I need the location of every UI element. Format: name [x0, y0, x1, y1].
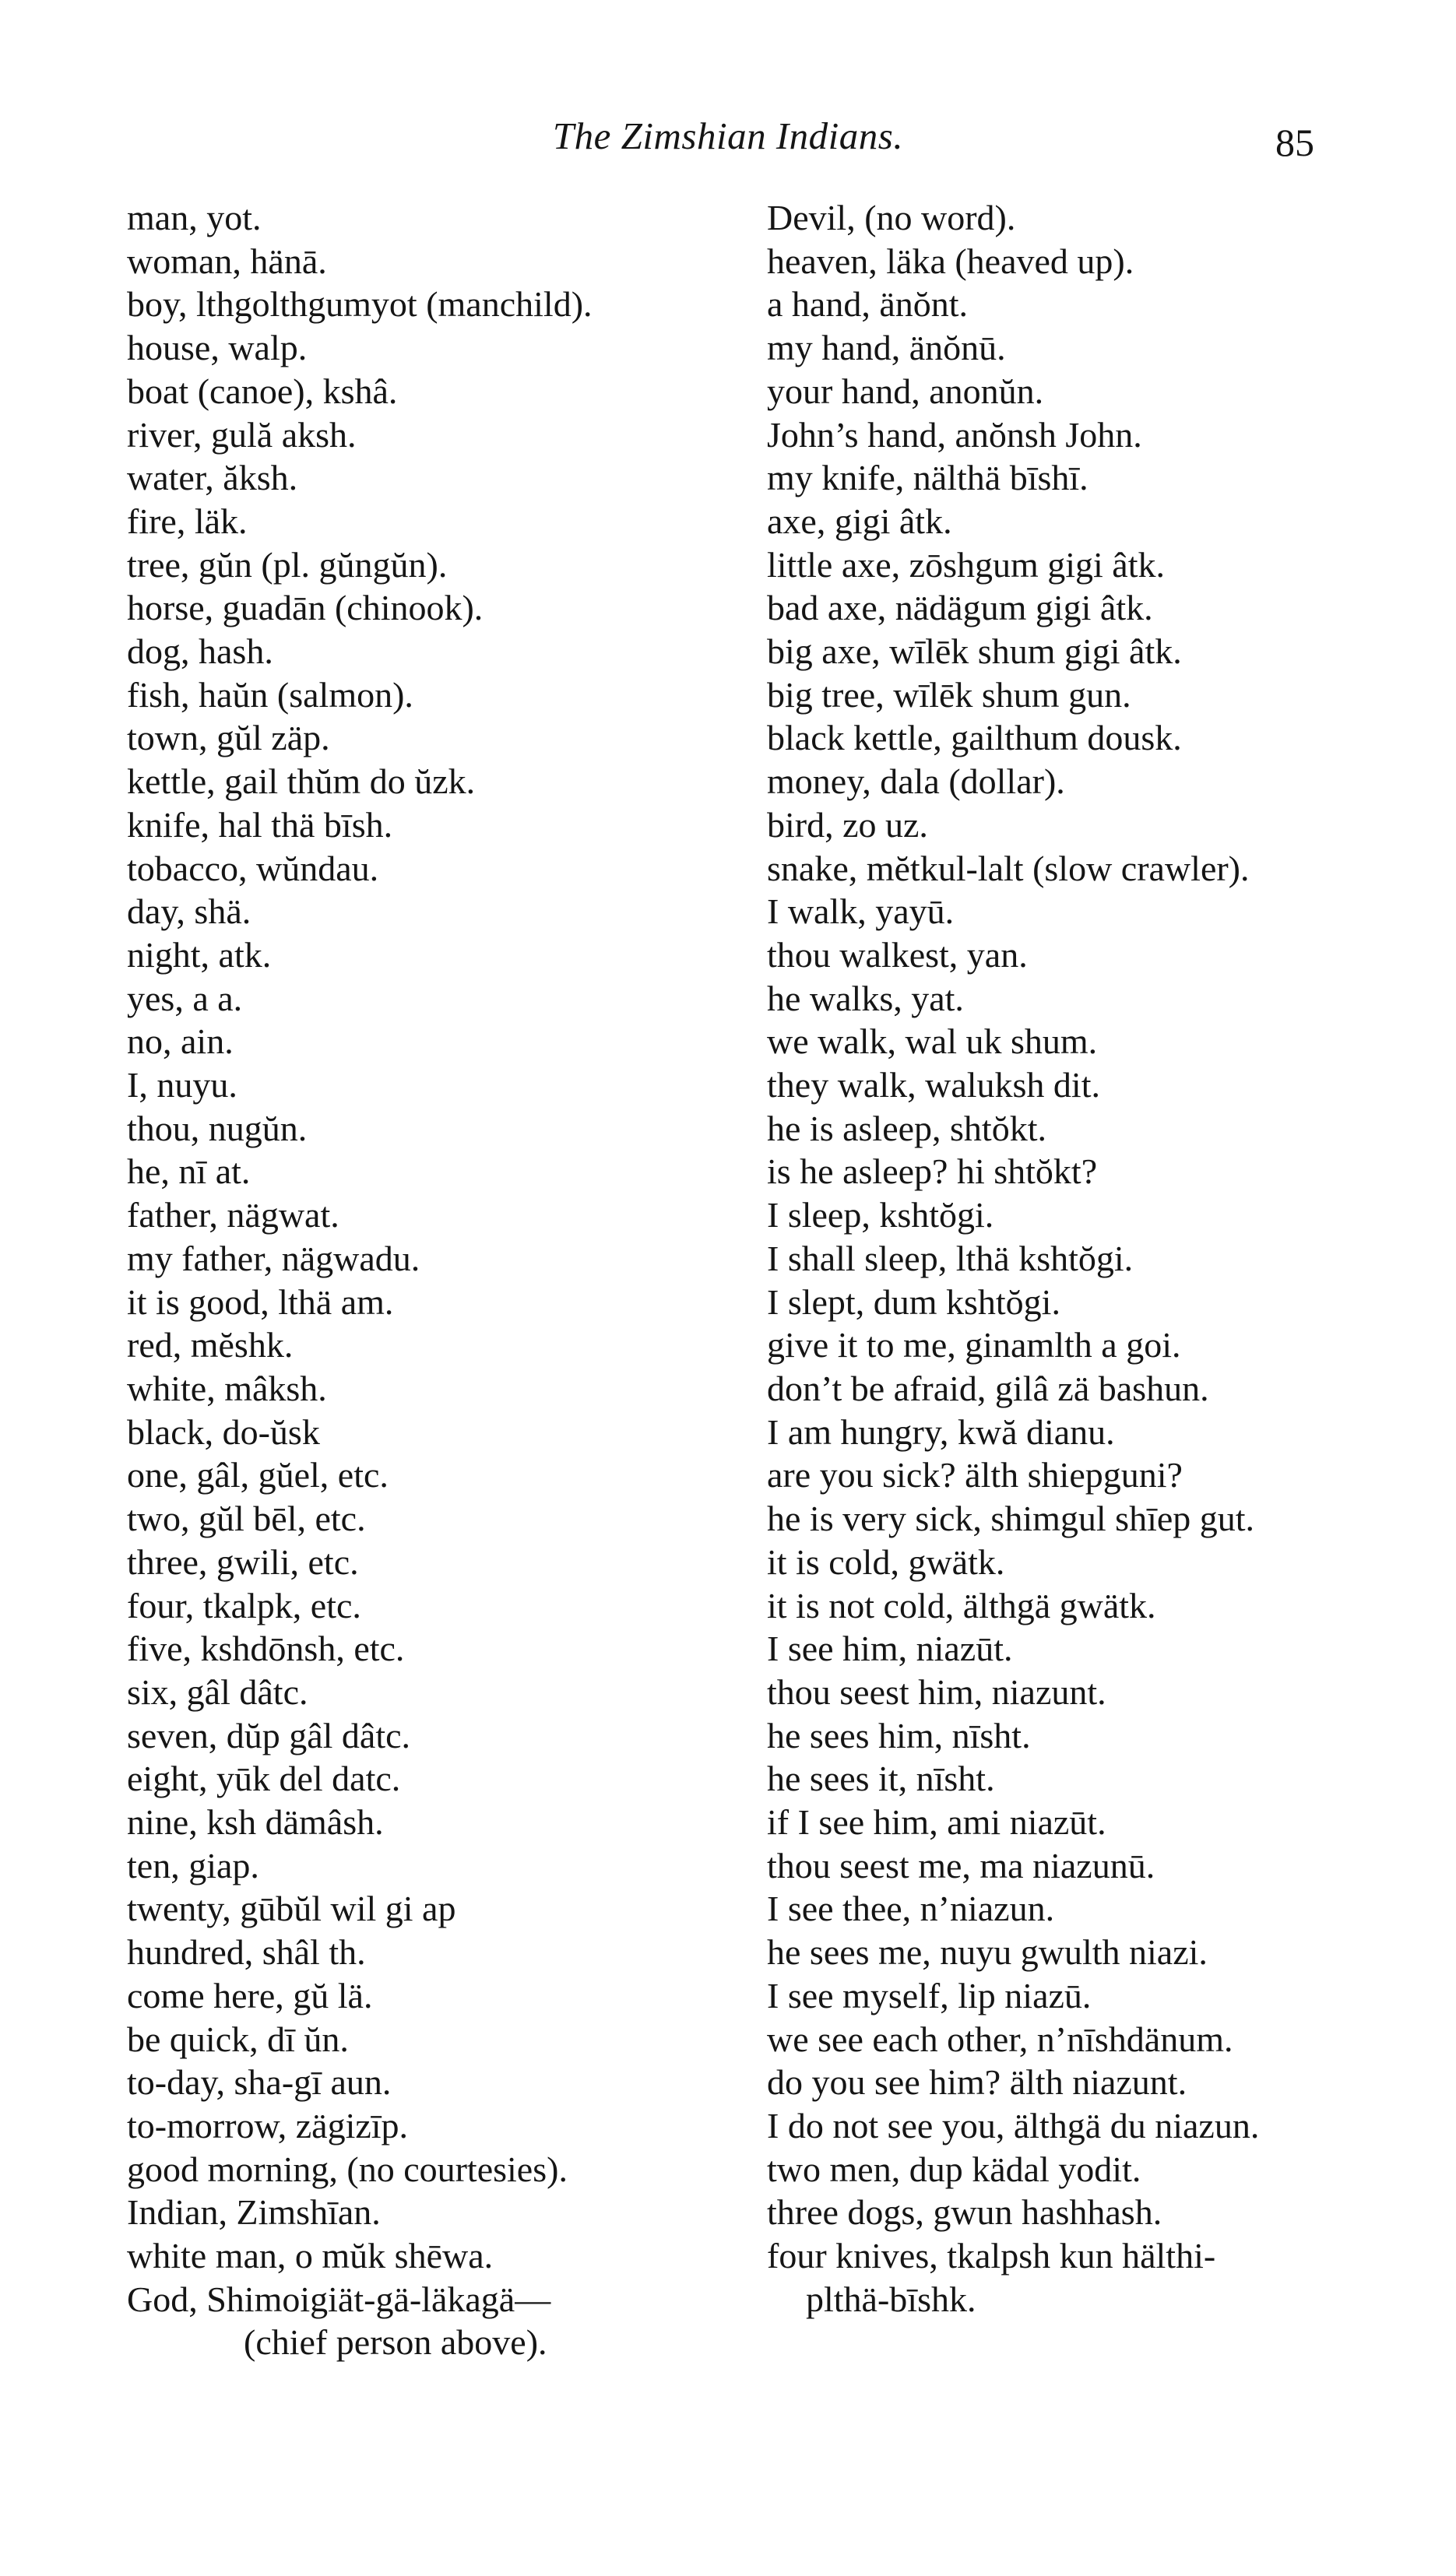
vocabulary-entry: twenty, gūbŭl wil gi ap — [127, 1889, 456, 1929]
vocabulary-entry: hundred, shâl th. — [127, 1932, 366, 1973]
vocabulary-entry: night, atk. — [127, 934, 272, 975]
vocabulary-entry: I see him, niazūt. — [767, 1629, 1013, 1669]
vocabulary-entry: your hand, anonŭn. — [767, 371, 1044, 411]
vocabulary-entry: I see myself, lip niazū. — [767, 1975, 1092, 2015]
vocabulary-entry: we walk, wal uk shum. — [767, 1021, 1098, 1062]
vocabulary-entry: to-morrow, zägizīp. — [127, 2105, 409, 2145]
vocabulary-entry: yes, a a. — [127, 978, 243, 1018]
vocabulary-entry: thou walkest, yan. — [767, 934, 1028, 975]
vocabulary-entry: boy, lthgolthgumyot (manchild). — [127, 284, 593, 325]
vocabulary-entry: thou seest him, niazunt. — [767, 1671, 1106, 1712]
vocabulary-entry: give it to me, ginamlth a goi. — [767, 1325, 1181, 1365]
vocabulary-entry: do you see him? älth niazunt. — [767, 2062, 1187, 2103]
vocabulary-entry: tobacco, wŭndau. — [127, 848, 379, 888]
vocabulary-entry: he, nī at. — [127, 1151, 251, 1192]
vocabulary-entry: I shall sleep, lthä kshtŏgi. — [767, 1238, 1134, 1278]
vocabulary-entry: black kettle, gailthum dousk. — [767, 718, 1182, 758]
vocabulary-entry: father, nägwat. — [127, 1195, 339, 1235]
vocabulary-entry: one, gâl, gŭel, etc. — [127, 1455, 389, 1495]
vocabulary-entry: don’t be afraid, gilâ zä bashun. — [767, 1368, 1209, 1408]
vocabulary-entry: axe, gigi âtk. — [767, 501, 952, 541]
vocabulary-entry: no, ain. — [127, 1021, 234, 1062]
vocabulary-entry: good morning, (no courtesies). — [127, 2149, 568, 2189]
vocabulary-entry: two, gŭl bēl, etc. — [127, 1499, 366, 1539]
vocabulary-entry: I, nuyu. — [127, 1065, 237, 1105]
vocabulary-entry: snake, mĕtkul-lalt (slow crawler). — [767, 848, 1250, 888]
vocabulary-entry: tree, gŭn (pl. gŭngŭn). — [127, 544, 448, 585]
vocabulary-entry: four, tkalpk, etc. — [127, 1585, 361, 1625]
vocabulary-entry: come here, gŭ lä. — [127, 1975, 373, 2015]
vocabulary-entry: fire, läk. — [127, 501, 248, 541]
vocabulary-entry: I sleep, kshtŏgi. — [767, 1195, 994, 1235]
vocabulary-entry: horse, guadān (chinook). — [127, 588, 484, 628]
vocabulary-entry: Devil, (no word). — [767, 198, 1016, 237]
vocabulary-entry: nine, ksh dämâsh. — [127, 1802, 384, 1843]
vocabulary-entry: he sees me, nuyu gwulth niazi. — [767, 1932, 1208, 1973]
right-column — [767, 196, 1359, 2321]
vocabulary-entry: are you sick? älth shiepguni? — [767, 1455, 1183, 1495]
vocabulary-entry: dog, hash. — [127, 631, 273, 672]
vocabulary-entry: a hand, änŏnt. — [767, 284, 969, 325]
page-number: 85 — [1275, 121, 1314, 164]
vocabulary-entry: I do not see you, älthgä du niazun. — [767, 2105, 1260, 2145]
vocabulary-entry: boat (canoe), kshâ. — [127, 371, 398, 411]
vocabulary-entry: money, dala (dollar). — [767, 761, 1065, 802]
vocabulary-entry: kettle, gail thŭm do ŭzk. — [127, 761, 476, 802]
vocabulary-entry: is he asleep? hi shtŏkt? — [767, 1151, 1098, 1192]
vocabulary-entry: water, ăksh. — [127, 458, 298, 498]
vocabulary-entry: heaven, läka (heaved up). — [767, 241, 1134, 281]
page-header — [0, 114, 1456, 176]
vocabulary-entry: it is good, lthä am. — [127, 1281, 394, 1322]
vocabulary-entry: red, mĕshk. — [127, 1325, 294, 1365]
vocabulary-entry: plthä-bīshk. — [806, 2279, 976, 2319]
vocabulary-entry: day, shä. — [127, 891, 251, 932]
vocabulary-entry: three dogs, gwun hashhash. — [767, 2192, 1162, 2233]
vocabulary-entry: two men, dup kädal yodit. — [767, 2149, 1141, 2189]
vocabulary-entry: black, do-ŭsk — [127, 1411, 320, 1452]
vocabulary-entry: they walk, waluksh dit. — [767, 1065, 1100, 1105]
vocabulary-entry: little axe, zōshgum gigi âtk. — [767, 544, 1166, 585]
vocabulary-entry: it is cold, gwätk. — [767, 1541, 1005, 1582]
vocabulary-entry: I walk, yayū. — [767, 891, 955, 932]
vocabulary-entry: he sees it, nīsht. — [767, 1759, 995, 1799]
vocabulary-entry: thou seest me, ma niazunū. — [767, 1845, 1155, 1885]
vocabulary-entry: I see thee, n’niazun. — [767, 1889, 1055, 1929]
vocabulary-entry: my hand, änŏnū. — [767, 328, 1006, 368]
vocabulary-entry: John’s hand, anŏnsh John. — [767, 414, 1142, 455]
vocabulary-entry: (chief person above). — [244, 2322, 547, 2363]
running-title: The Zimshian Indians. — [552, 114, 904, 157]
vocabulary-entry: town, gŭl zäp. — [127, 718, 330, 758]
vocabulary-entry: we see each other, n’nīshdänum. — [767, 2019, 1233, 2059]
vocabulary-entry: I am hungry, kwă dianu. — [767, 1411, 1115, 1452]
vocabulary-entry: eight, yūk del datc. — [127, 1759, 401, 1799]
vocabulary-entry: river, gulă aksh. — [127, 414, 357, 455]
vocabulary-entry: ten, giap. — [127, 1845, 259, 1885]
vocabulary-entry: bird, zo uz. — [767, 804, 928, 845]
vocabulary-entry: he walks, yat. — [767, 978, 964, 1018]
vocabulary-entry: I slept, dum kshtŏgi. — [767, 1281, 1060, 1322]
vocabulary-entry: fish, haŭn (salmon). — [127, 674, 413, 715]
vocabulary-entry: Indian, Zimshīan. — [127, 2192, 381, 2233]
vocabulary-entry: white man, o mŭk shēwa. — [127, 2236, 494, 2276]
vocabulary-entry: thou, nugŭn. — [127, 1108, 308, 1148]
vocabulary-entry: he sees him, nīsht. — [767, 1715, 1031, 1755]
vocabulary-entry: big tree, wīlēk shum gun. — [767, 674, 1131, 715]
vocabulary-entry: my father, nägwadu. — [127, 1238, 420, 1278]
vocabulary-entry: big axe, wīlēk shum gigi âtk. — [767, 631, 1182, 672]
vocabulary-entry: five, kshdōnsh, etc. — [127, 1629, 405, 1669]
vocabulary-entry: it is not cold, älthgä gwätk. — [767, 1585, 1156, 1625]
vocabulary-entry: white, mâksh. — [127, 1368, 327, 1408]
vocabulary-entry: he is very sick, shimgul shīep gut. — [767, 1499, 1255, 1539]
vocabulary-entry: man, yot. — [127, 198, 262, 237]
left-column — [127, 196, 734, 2364]
vocabulary-entry: be quick, dī ŭn. — [127, 2019, 349, 2059]
vocabulary-entry: six, gâl dâtc. — [127, 1671, 308, 1712]
vocabulary-entry: he is asleep, shtŏkt. — [767, 1108, 1046, 1148]
vocabulary-entry: four knives, tkalpsh kun hälthi- — [767, 2236, 1216, 2276]
vocabulary-entry: bad axe, nädägum gigi âtk. — [767, 588, 1153, 628]
vocabulary-entry: knife, hal thä bīsh. — [127, 804, 393, 845]
vocabulary-entry: to-day, sha-gī aun. — [127, 2062, 392, 2103]
vocabulary-entry: house, walp. — [127, 328, 308, 368]
vocabulary-entry: three, gwili, etc. — [127, 1541, 359, 1582]
vocabulary-entry: if I see him, ami niazūt. — [767, 1802, 1106, 1843]
vocabulary-entry: seven, dŭp gâl dâtc. — [127, 1715, 411, 1755]
vocabulary-entry: my knife, nälthä bīshī. — [767, 458, 1088, 498]
vocabulary-entry: God, Shimoigiät-gä-läkagä— — [127, 2279, 551, 2319]
vocabulary-entry: woman, hänā. — [127, 241, 327, 281]
